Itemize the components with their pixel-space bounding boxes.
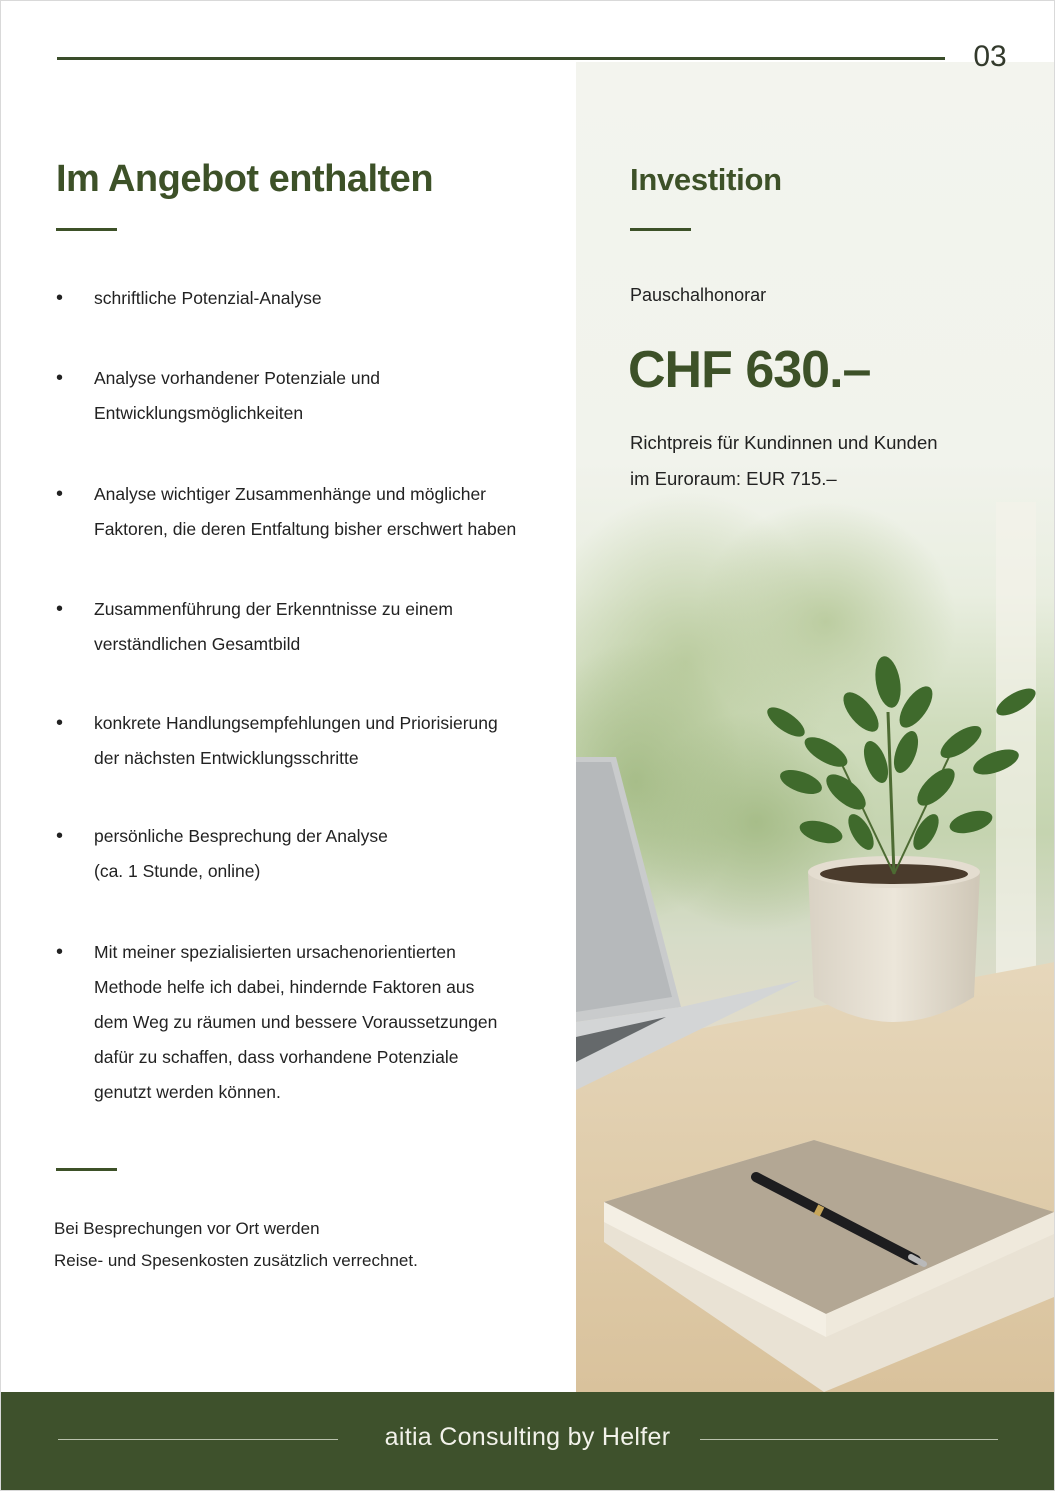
bullet: • xyxy=(56,287,64,309)
footer xyxy=(0,1392,1055,1491)
list-item-text: dem Weg zu räumen und bessere Voraussetzungen xyxy=(94,1012,498,1032)
section-heading-investment: Investition xyxy=(630,162,782,197)
footer-brand: aitia Consulting by Helfer xyxy=(384,1423,671,1451)
list-item-text: dafür zu schaffen, dass vorhandene Potenziale xyxy=(94,1047,459,1067)
bullet: • xyxy=(56,367,64,389)
note-text: Bei Besprechungen vor Ort werden xyxy=(54,1219,320,1238)
bullet: • xyxy=(56,825,64,847)
list-item-text: Methode helfe ich dabei, hindernde Faktoren aus xyxy=(94,977,475,997)
list-item-text: Analyse wichtiger Zusammenhänge und möglicher xyxy=(94,484,487,504)
section-heading-included: Im Angebot enthalten xyxy=(56,158,434,200)
reference-price-text: im Euroraum: EUR 715.– xyxy=(630,468,837,489)
list-item-text: Mit meiner spezialisierten ursachenorientierten xyxy=(94,942,456,962)
list-item-text: der nächsten Entwicklungsschritte xyxy=(94,748,359,768)
page-number: 03 xyxy=(973,40,1007,73)
bullet: • xyxy=(56,712,64,734)
bullet: • xyxy=(56,598,64,620)
investment-underline xyxy=(630,228,691,231)
list-item-text: genutzt werden können. xyxy=(94,1082,281,1102)
list-item-text: Entwicklungsmöglichkeiten xyxy=(94,403,304,423)
list-item-text: verständlichen Gesamtbild xyxy=(94,634,301,654)
list-item-text: persönliche Besprechung der Analyse xyxy=(94,826,388,846)
header-rule xyxy=(57,57,945,60)
travel-cost-note xyxy=(54,1213,418,1277)
list-item-text: (ca. 1 Stunde, online) xyxy=(94,861,261,881)
list-item-text: Analyse vorhandener Potenziale und xyxy=(94,368,381,388)
reference-price xyxy=(630,425,938,497)
list-item-text: Zusammenführung der Erkenntnisse zu einem xyxy=(94,599,453,619)
workspace-illustration xyxy=(576,62,1055,1392)
list-item-text: schriftliche Potenzial-Analyse xyxy=(94,288,322,308)
fee-label: Pauschalhonorar xyxy=(630,285,767,305)
bullet: • xyxy=(56,483,64,505)
reference-price-text: Richtpreis für Kundinnen und Kunden xyxy=(630,432,938,453)
price: CHF 630.– xyxy=(628,341,871,399)
note-text: Reise- und Spesenkosten zusätzlich verrechnet. xyxy=(54,1251,418,1270)
workspace-photo xyxy=(576,62,1055,1392)
note-divider xyxy=(56,1168,117,1171)
list-item-text: Faktoren, die deren Entfaltung bisher erschwert haben xyxy=(94,519,517,539)
list-item-text: konkrete Handlungsempfehlungen und Priorisierung xyxy=(94,713,498,733)
heading-underline xyxy=(56,228,117,231)
bullet: • xyxy=(56,941,64,963)
